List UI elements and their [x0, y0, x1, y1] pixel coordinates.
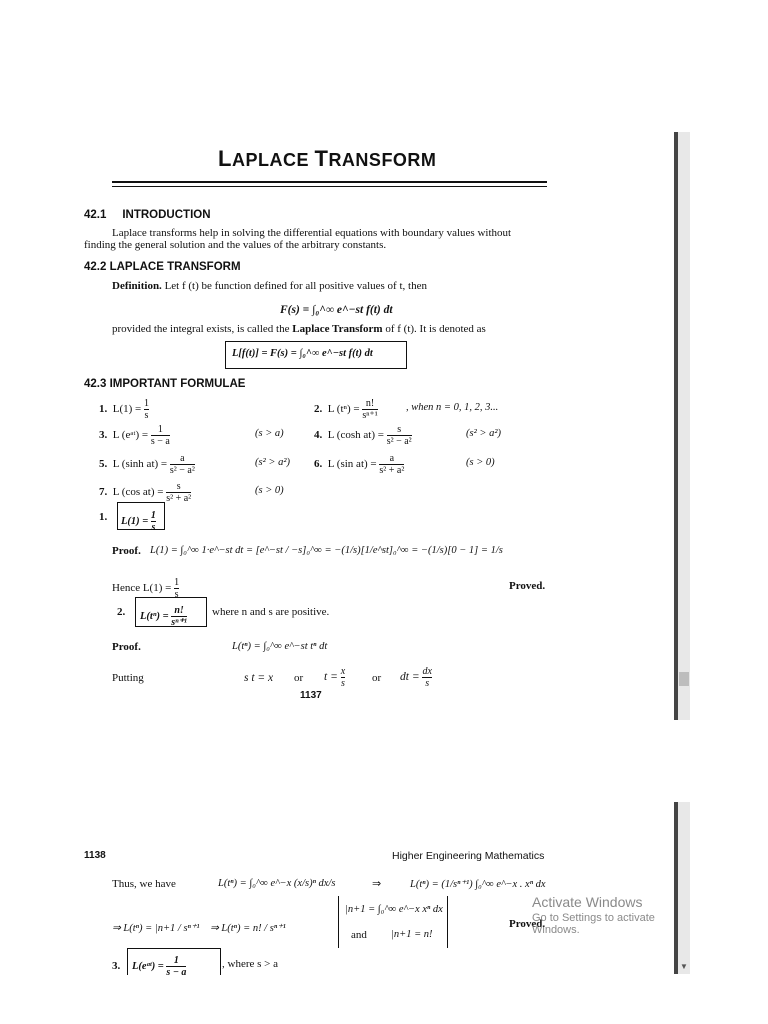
scrollbar-track-top[interactable]	[678, 132, 690, 720]
proof1-label: Proof.	[112, 545, 141, 557]
proof2-equation: L(tⁿ) = ∫₀^∞ e^−st tⁿ dt	[232, 641, 328, 652]
item2-text: where n and s are positive.	[212, 606, 330, 618]
formula-item: 1. L(1) = $\frac{1}{s}$	[99, 398, 149, 421]
scrollbar-track-bottom[interactable]	[678, 802, 690, 974]
page-number-1137: 1137	[300, 690, 322, 701]
putting-t-eq: t = $\frac{x}{s}$	[324, 666, 346, 689]
watermark-line-1: Activate Windows	[532, 894, 643, 910]
formula-condition: (s² > a²)	[255, 457, 290, 468]
formula-condition: (s > 0)	[255, 485, 284, 496]
formula-item: 2. L (tⁿ) = $\frac{n!}{\text{sⁿ⁺¹}}$	[314, 398, 378, 421]
thus-eq-1: L(tⁿ) = ∫₀^∞ e^−x (x/s)ⁿ dx/s	[218, 878, 336, 889]
proved-1: Proved.	[509, 580, 546, 592]
formula-condition: (s > a)	[255, 428, 284, 439]
implies-factorial: ⇒ L(tⁿ) = n! / sⁿ⁺¹	[210, 923, 286, 934]
putting-or-2: or	[372, 672, 382, 684]
boxed-definition: L[f(t)] = F(s) = ∫₀^∞ e^−st f(t) dt	[225, 341, 407, 369]
putting-or-1: or	[294, 672, 304, 684]
definition-equation: F(s) = ∫₀^∞ e^−st f(t) dt	[280, 304, 393, 316]
formula-item: 7. L (cos at) = $\frac{s}{\text{s² + a²}}$	[99, 481, 192, 504]
scrollbar-edge-bottom	[674, 802, 678, 974]
hence-line: Hence L(1) = $\frac{1}{s}$	[112, 577, 180, 600]
watermark-line-2: Go to Settings to activate	[532, 912, 655, 924]
item3-text: , where s > a	[222, 958, 278, 970]
item3-number: 3.	[112, 960, 121, 972]
formula-condition: (s² > a²)	[466, 428, 501, 439]
item2-box: L(tⁿ) = $\frac{n!}{\text{sⁿ⁺¹}}$	[135, 597, 207, 627]
provided-line: provided the integral exists, is called the Laplace Transform of f (t). It is denoted as	[112, 323, 486, 335]
activate-windows-watermark	[532, 894, 655, 936]
running-header: Higher Engineering Mathematics	[392, 850, 545, 862]
implies-gamma: ⇒ L(tⁿ) = |n+1 / sⁿ⁺¹	[112, 923, 200, 934]
thus-label: Thus, we have	[112, 878, 176, 890]
scrollbar-edge-top	[674, 132, 678, 720]
putting-dt-eq: dt = $\frac{dx}{s}$	[400, 666, 432, 689]
page-number-1138: 1138	[84, 850, 106, 861]
putting-st-x: s t = x	[244, 672, 274, 684]
item2-number: 2.	[117, 606, 126, 618]
scroll-down-arrow-icon[interactable]: ▼	[680, 962, 688, 971]
formula-item: 6. L (sin at) = $\frac{a}{\text{s² + a²}}$	[314, 453, 405, 476]
gamma-bracket: |n+1 = ∫₀^∞ e^−x xⁿ dx and |n+1 = n!	[338, 896, 448, 948]
intro-text-1: Laplace transforms help in solving the differential equations with boundary values without	[112, 227, 512, 239]
scrollbar-thumb[interactable]	[679, 672, 689, 686]
formula-item: 4. L (cosh at) = $\frac{s}{\text{s² − a²}}$	[314, 424, 412, 447]
formula-condition: (s > 0)	[466, 457, 495, 468]
watermark-line-3: Windows.	[532, 924, 580, 936]
item1-number: 1.	[99, 511, 108, 523]
item1-box: L(1) = $\frac{1}{s}$	[117, 502, 165, 530]
definition-line: Definition. Let f (t) be function defined for all positive values of t, then	[112, 280, 427, 292]
section-introduction: 42.1 INTRODUCTION	[84, 209, 211, 221]
thus-eq-2: L(tⁿ) = (1/sⁿ⁺¹) ∫₀^∞ e^−x . xⁿ dx	[410, 879, 546, 890]
formula-condition: , when n = 0, 1, 2, 3...	[406, 402, 499, 413]
formula-item: 5. L (sinh at) = $\frac{a}{\text{s² − a²}}$	[99, 453, 195, 476]
formula-item: 3. L (eᵃᵗ) = $\frac{1}{s - a}$	[99, 424, 170, 447]
chapter-title: LAPLACE TRANSFORM	[218, 146, 437, 171]
proof2-label: Proof.	[112, 641, 141, 653]
putting-label: Putting	[112, 672, 144, 684]
proved-2: Proved.	[509, 918, 546, 930]
section-laplace-transform: 42.2 LAPLACE TRANSFORM	[84, 261, 241, 273]
title-rule-thick	[112, 181, 547, 183]
title-rule-thin	[112, 186, 547, 187]
proof1-equation: L(1) = ∫₀^∞ 1·e^−st dt = [e^−st / −s]₀^∞ = −(1/s)[1/e^st]₀^∞ = −(1/s)[0 − 1] = 1/s	[150, 545, 503, 556]
section-important-formulae: 42.3 IMPORTANT FORMULAE	[84, 378, 246, 390]
intro-text-2: finding the general solution and the values of the arbitrary constants.	[84, 239, 387, 251]
thus-arrow: ⇒	[372, 878, 382, 890]
item3-box: L(eᵃᵗ) = $\frac{1}{s - a}$	[127, 948, 221, 975]
